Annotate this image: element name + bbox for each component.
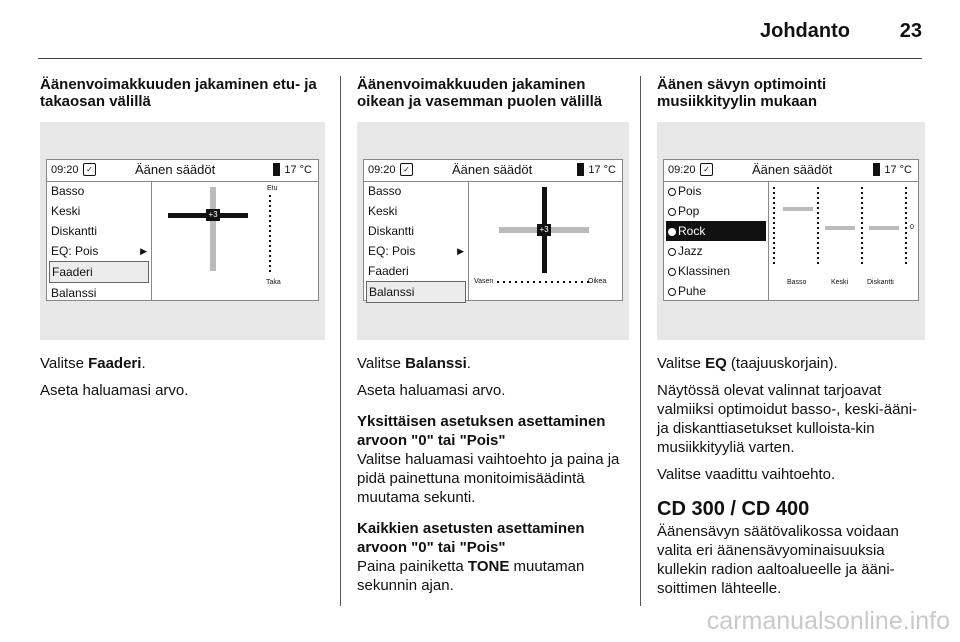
temperature: 17 °C — [284, 164, 312, 176]
menu-item-label: EQ: Pois — [368, 244, 416, 258]
balance-knob: +3 — [537, 224, 551, 236]
rear-label: Taka — [266, 279, 281, 286]
header-title: Johdanto — [760, 20, 850, 42]
temperature: 17 °C — [588, 164, 616, 176]
bold-text: TONE — [467, 558, 510, 575]
menu-item-diskantti[interactable]: Diskantti — [368, 224, 415, 238]
section-heading: Äänen sävyn optimointi musiikkityylin mukaan — [657, 76, 827, 110]
thermometer-icon — [873, 163, 880, 176]
column-divider — [340, 76, 341, 606]
page-number: 23 — [899, 20, 922, 42]
menu-item-label: EQ: Pois — [51, 244, 99, 258]
settings-menu — [364, 181, 469, 300]
left-label: Vasen — [474, 278, 494, 285]
instruction-paragraph: Valitse vaadittu vaihtoehto. — [657, 466, 836, 483]
radio-icon — [668, 268, 676, 276]
page-header — [0, 0, 960, 60]
bold-text: EQ — [705, 355, 727, 372]
instruction-paragraph — [40, 354, 325, 373]
header-rule — [38, 58, 922, 59]
arrow-right-icon: ▶ — [140, 246, 147, 256]
text: Valitse — [657, 355, 706, 372]
eq-scale — [861, 187, 863, 267]
subheading: Kaikkien asetusten asettaminen arvoon "0" tai "Pois" — [357, 520, 585, 556]
clock-time: 09:20 — [668, 164, 696, 176]
preset-rock[interactable] — [666, 221, 766, 241]
status-bar — [364, 160, 622, 182]
menu-item-diskantti[interactable]: Diskantti — [51, 224, 98, 238]
preset-pop[interactable] — [664, 201, 768, 221]
display-screen — [46, 159, 319, 301]
text: Valitse — [40, 355, 89, 372]
instruction-paragraph — [357, 354, 629, 373]
eq-scale — [773, 187, 775, 267]
eq-level-bass — [783, 207, 813, 211]
settings-menu — [47, 181, 152, 300]
preset-puhe[interactable] — [664, 281, 768, 301]
text: muutaman sekunnin ajan. — [357, 558, 585, 594]
instruction-paragraph: Äänensävyn säätövalikossa voidaan valita eri äänensävyominaisuuksia kullekin radion aaltoalueelle ja ääni-soittimen lähteelle. — [657, 523, 899, 597]
section-heading: Äänenvoimakkuuden jakaminen oikean ja vasemman puolen välillä — [357, 76, 603, 110]
eq-zero-label: 0 — [910, 224, 914, 231]
eq-scale — [905, 187, 907, 267]
eq-scale — [817, 187, 819, 267]
balance-control[interactable] — [469, 181, 622, 300]
screen-title: Äänen säädöt — [752, 162, 833, 177]
section-heading: Äänenvoimakkuuden jakaminen etu- ja takaosan välillä — [40, 76, 317, 110]
instruction-paragraph: Valitse haluamasi vaihtoehto ja paina ja pidä painettuna monitoimisäädintä muutama sekunti. — [357, 451, 620, 506]
bold-text: Faaderi — [88, 355, 142, 372]
column-fader — [40, 76, 325, 400]
balance-screen-image — [357, 122, 629, 340]
instruction-paragraph: Aseta haluamasi arvo. — [357, 382, 506, 399]
radio-icon — [668, 208, 676, 216]
eq-level-mid — [825, 226, 855, 230]
balance-scale — [497, 281, 593, 283]
text: . — [141, 355, 146, 372]
column-divider — [640, 76, 641, 606]
radio-selected-icon — [668, 228, 676, 236]
clock-time: 09:20 — [368, 164, 396, 176]
text: (taajuuskorjain). — [726, 355, 838, 372]
band-label-mid: Keski — [831, 279, 849, 286]
menu-item-balanssi[interactable]: Balanssi — [366, 281, 466, 303]
instruction-paragraph — [657, 354, 925, 373]
preset-jazz[interactable] — [664, 241, 768, 261]
arrow-right-icon: ▶ — [457, 246, 464, 256]
screen-title: Äänen säädöt — [135, 162, 216, 177]
subheading: Yksittäisen asetuksen asettaminen arvoon "0" tai "Pois" — [357, 413, 606, 449]
band-label-treble: Diskantti — [867, 279, 894, 286]
text: Paina painiketta — [357, 558, 468, 575]
preset-label: Pop — [678, 204, 700, 218]
menu-item-eq[interactable] — [47, 241, 151, 261]
clock-time: 09:20 — [51, 164, 79, 176]
column-balance — [357, 76, 629, 595]
radio-icon — [668, 288, 676, 296]
right-label: Oikea — [588, 278, 607, 285]
menu-item-basso[interactable]: Basso — [51, 184, 85, 198]
fader-scale — [269, 195, 271, 275]
eq-level-treble — [869, 226, 899, 230]
preset-klassinen[interactable] — [664, 261, 768, 281]
instruction-paragraph: Näytössä olevat valinnat tarjoavat valmiiksi optimoidut basso-, keski-ääni- ja diskanttiasetukset kulloista-kin musiikkityyliä varten. — [657, 382, 918, 456]
fader-control[interactable] — [152, 181, 318, 300]
radio-icon — [668, 248, 676, 256]
band-label-bass: Basso — [787, 279, 807, 286]
text: Valitse — [357, 355, 406, 372]
status-bar — [664, 160, 918, 182]
fader-knob: +3 — [206, 209, 220, 221]
fader-screen-image — [40, 122, 325, 340]
front-label: Etu — [267, 185, 278, 192]
clock-icon: ✓ — [83, 163, 96, 176]
menu-item-eq[interactable] — [364, 241, 468, 261]
eq-preset-menu — [664, 181, 769, 300]
preset-label: Puhe — [678, 284, 707, 298]
fader-vertical-track — [210, 187, 216, 271]
eq-screen-image — [657, 122, 925, 340]
text: . — [466, 355, 471, 372]
status-bar — [47, 160, 318, 182]
menu-item-keski[interactable]: Keski — [368, 204, 398, 218]
radio-icon — [668, 188, 676, 196]
menu-item-balanssi[interactable]: Balanssi — [51, 286, 97, 300]
eq-sliders — [769, 181, 918, 300]
display-screen — [363, 159, 623, 301]
instruction-paragraph — [357, 557, 629, 595]
thermometer-icon — [577, 163, 584, 176]
instruction-paragraph: Aseta haluamasi arvo. — [40, 382, 189, 399]
clock-icon: ✓ — [400, 163, 413, 176]
preset-label: Klassinen — [678, 264, 731, 278]
preset-label: Pois — [678, 184, 702, 198]
screen-title: Äänen säädöt — [452, 162, 533, 177]
section-heading: CD 300 / CD 400 — [657, 498, 810, 520]
menu-item-keski[interactable]: Keski — [51, 204, 81, 218]
preset-label: Jazz — [678, 244, 703, 258]
menu-item-basso[interactable]: Basso — [368, 184, 402, 198]
column-eq — [657, 76, 925, 598]
menu-item-faaderi[interactable]: Faaderi — [368, 264, 409, 278]
watermark: carmanualsonline.info — [706, 607, 950, 635]
clock-icon: ✓ — [700, 163, 713, 176]
temperature: 17 °C — [884, 164, 912, 176]
preset-label: Rock — [678, 224, 706, 238]
display-screen — [663, 159, 919, 301]
menu-item-faaderi[interactable]: Faaderi — [49, 261, 149, 283]
thermometer-icon — [273, 163, 280, 176]
bold-text: Balanssi — [405, 355, 467, 372]
preset-pois[interactable] — [664, 181, 768, 201]
